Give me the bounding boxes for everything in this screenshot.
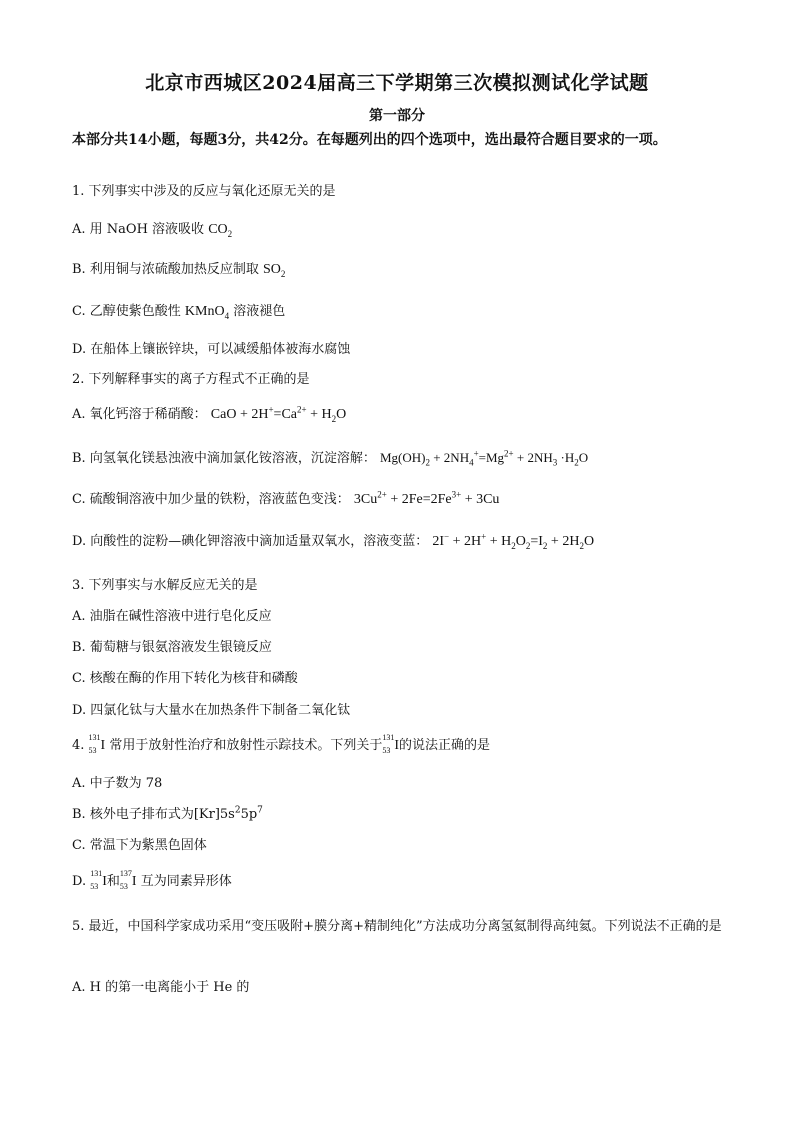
section-intro: 本部分共14小题，每题3分，共42分。在每题列出的四个选项中，选出最符合题目要求的一项。 (72, 132, 667, 148)
q4-option-b-prefix: B. 核外电子排布式为[Kr]5s (72, 807, 235, 822)
q1-option-c-text: C. 乙醇使紫色酸性 (72, 304, 181, 319)
q3-option-d: D. 四氯化钛与大量水在加热条件下制备二氧化钛 (72, 703, 351, 718)
q1-option-c (72, 303, 285, 321)
q2-stem: 2. 下列解释事实的离子方程式不正确的是 (72, 372, 310, 387)
q4-option-b: B. 核外电子排布式为$[Kr]5s^25p^7$ (72, 805, 263, 822)
q4-option-c: C. 常温下为紫黑色固体 (72, 838, 207, 853)
q2-option-d-equation: $2I^- + 2H^+ + H_2O_2=I_2 + 2H_2O$ (432, 531, 595, 551)
q2-option-b-equation: $Mg(OH)_2 + 2NH_4^+=Mg^{2+} + 2NH_3 \cdot H_2O$ (379, 448, 589, 468)
q2-option-d (72, 533, 594, 551)
isotope-symbol: I (100, 738, 106, 753)
q2-option-a-text: A. 氧化钙溶于稀硝酸： (72, 407, 207, 422)
page-title: 北京市西城区2024届高三下学期第三次模拟测试化学试题 (145, 72, 649, 94)
q3-option-a: A. 油脂在碱性溶液中进行皂化反应 (72, 609, 272, 624)
q3-stem: 3. 下列事实与水解反应无关的是 (72, 578, 258, 593)
q2-option-b-text: B. 向氢氧化镁悬浊液中滴加氯化铵溶液，沉淀溶解： (72, 451, 376, 466)
isotope-symbol: I (394, 738, 400, 753)
q1-option-b (72, 261, 285, 279)
q3-option-c: C. 核酸在酶的作用下转化为核苷和磷酸 (72, 671, 298, 686)
q1-option-a-text: A. 用 NaOH 溶液吸收 (72, 222, 205, 237)
q1-option-a (72, 221, 232, 239)
q4-option-b-mid: 5p (240, 807, 258, 822)
q4-stem-number: 4. (72, 738, 85, 753)
q3-option-b: B. 葡萄糖与银氨溶液发生银镜反应 (72, 640, 272, 655)
q2-option-b (72, 449, 588, 468)
q2-option-d-text: D. 向酸性的淀粉—碘化钾溶液中滴加适量双氧水，溶液变蓝： (72, 534, 429, 549)
isotope-symbol: I (102, 874, 107, 889)
q5-option-a: A. H 的第一电离能小于 He 的 (72, 980, 250, 995)
isotope-symbol: I (131, 874, 137, 889)
q1-stem: 1. 下列事实中涉及的反应与氧化还原无关的是 (72, 184, 336, 199)
q2-option-c-equation: $3Cu^{2+} + 2Fe=2Fe^{3+} + 3Cu$ (353, 489, 500, 507)
isotope-i137-notation: 137 53 (119, 869, 132, 891)
q4-option-d (72, 869, 232, 891)
q1-option-b-text: B. 利用铜与浓硫酸加热反应制取 (72, 262, 259, 277)
q4-option-d-mid: 和 (106, 874, 120, 889)
q4-stem (72, 733, 491, 755)
q4-option-a: A. 中子数为 78 (72, 776, 163, 791)
isotope-i131-notation: 131 53 (382, 733, 395, 755)
isotope-i131-notation: 131 53 (90, 869, 103, 891)
q1-option-c-formula: KMnO$_4$ (184, 304, 230, 321)
q1-option-a-formula: $CO_2$ (208, 222, 233, 239)
q5-stem: 5. 最近，中国科学家成功采用“变压吸附+膜分离+精制纯化”方法成功分离氢氦制得高纯氦。下列说法不正确的是 (72, 919, 722, 934)
q4-option-d-end: 互为同素异形体 (140, 874, 232, 889)
q2-option-a-equation: CaO + $2H^+=Ca^{2+} + H_2O$ (210, 404, 347, 424)
isotope-i131-notation: 131 53 (88, 733, 101, 755)
q1-option-b-formula: $SO_2$ (262, 262, 286, 279)
q4-stem-end: 的说法正确的是 (399, 738, 491, 753)
q2-option-a (72, 406, 346, 424)
q1-option-d: D. 在船体上镶嵌锌块，可以减缓船体被海水腐蚀 (72, 342, 351, 357)
section-title: 第一部分 (369, 108, 425, 124)
q4-option-d-prefix: D. (72, 874, 87, 889)
q2-option-c-text: C. 硫酸铜溶液中加少量的铁粉，溶液蓝色变浅： (72, 492, 350, 507)
q1-option-c-suffix: 溶液褪色 (233, 304, 286, 319)
q2-option-c (72, 491, 499, 509)
q4-stem-mid: 常用于放射性治疗和放射性示踪技术。下列关于 (109, 738, 383, 753)
